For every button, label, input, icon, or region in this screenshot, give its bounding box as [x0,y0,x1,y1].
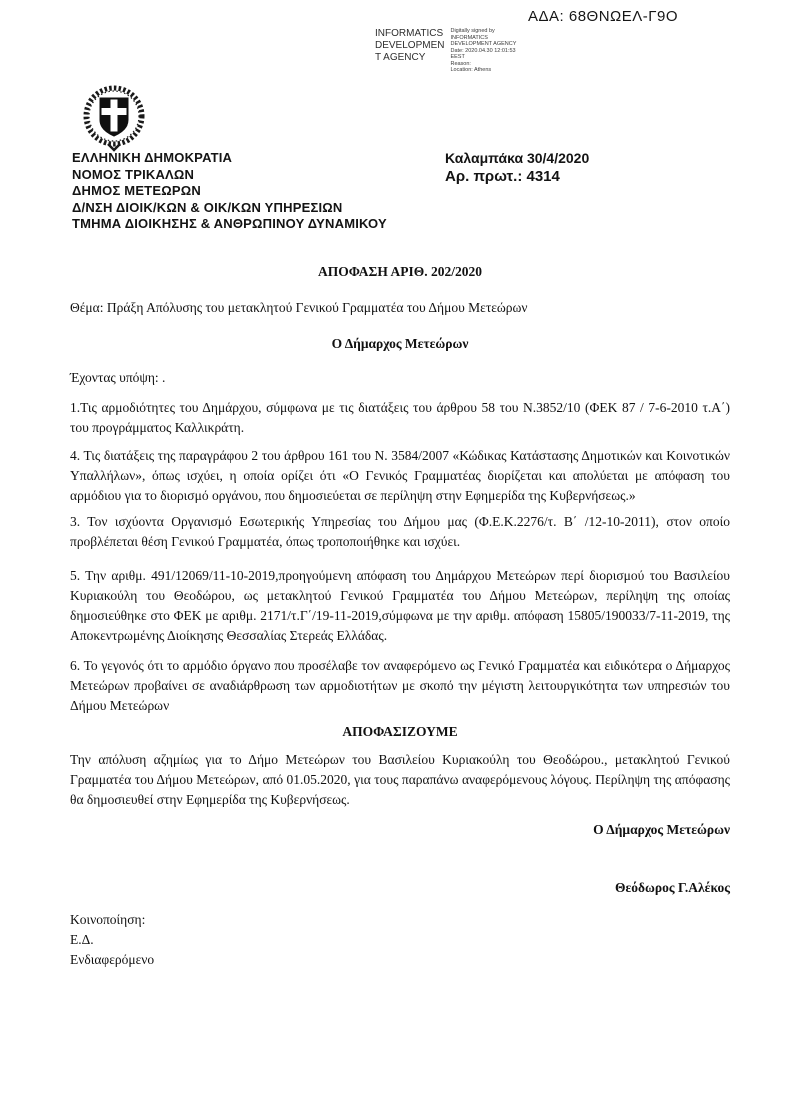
signature-name: Θεόδωρος Γ.Αλέκος [615,880,730,895]
header-right-block [445,150,589,186]
notification-line-ed: Ε.Δ. [70,932,94,947]
stamp-agency-line: DEVELOPMEN [375,40,445,51]
subject-line: Θέμα: Πράξη Απόλυσης του μετακλητού Γενικού Γραμματέα του Δήμου Μετεώρων [70,300,528,315]
stamp-agency-line: INFORMATICS [375,28,444,39]
letterhead-line-directorate: Δ/ΝΣΗ ΔΙΟΙΚ/ΚΩΝ & ΟΙΚ/ΚΩΝ ΥΠΗΡΕΣΙΩΝ [72,199,343,215]
stamp-detail-line: DEVELOPMENT AGENCY [450,41,517,47]
stamp-detail-line: Reason: [450,60,471,67]
decision-title: ΑΠΟΦΑΣΗ ΑΡΙΘ. 202/2020 [318,264,482,279]
letterhead-line-prefecture: ΝΟΜΟΣ ΤΡΙΚΑΛΩΝ [72,166,195,182]
consideration-item-6: 6. Το γεγονός ότι το αρμόδιο όργανο που προσέλαβε τον αναφερόμενο ως Γενικό Γραμματέα και ειδικότερα ο Δήμαρχος Μετεώρων προβαίνει σε αναδιάρθρωση των αρμοδιοτήτων με σκοπό την μέγιστη λειτουργικότητα των υπηρεσιών του Δήμου Μετεώρων [70,658,730,713]
digital-signature-stamp [375,28,516,74]
consideration-item-3: 3. Τον ισχύοντα Οργανισμό Εσωτερικής Υπηρεσίας του Δήμου μας (Φ.Ε.Κ.2276/τ. Β΄ /12-10-2011), στον οποίο προβλέπεται θέση Γενικού Γραμματέα, όπως τροποποιήθηκε και ισχύει. [70,514,730,549]
letterhead-block [72,150,387,233]
decision-heading: ΑΠΟΦΑΣΙΖΟΥΜΕ [342,724,458,739]
consideration-item-1: 1.Τις αρμοδιότητες του Δημάρχου, σύμφωνα με τις διατάξεις του άρθρου 58 του Ν.3852/10 (ΦΕΚ 87 / 7-6-2010 τ.Α΄) του προγράμματος Καλλικράτη. [70,400,730,435]
document-body [70,262,730,970]
stamp-agency-name [375,28,444,74]
notification-line-interested: Ενδιαφερόμενο [70,952,155,967]
stamp-detail-line: EEST [450,54,465,60]
consideration-item-5: 5. Την αριθμ. 491/12069/11-10-2019,προηγούμενη απόφαση του Δημάρχου Μετεώρων περί διορισμού του Βασιλείου Κυριακούλη του Θεοδώρου, ως μετακλητού Γενικού Γραμματέα του Δήμου Μετεώρων, περίληψη της οποίας δημοσιεύθηκε στο ΦΕΚ με αριθμ. 2171/τ.Γ΄/19-11-2019,σύμφωνα με την αριθμ. απόφαση 15805/190033/7-11-2019, της Αποκεντρωμένης Διοίκησης Θεσσαλίας Στερεάς Ελλάδας. [70,568,730,643]
place-date: Καλαμπάκα 30/4/2020 [445,150,590,166]
notification-block [70,910,730,970]
stamp-detail-line: Digitally signed by [450,28,495,34]
ada-code: ΑΔΑ: 68ΘΝΩΕΛ-Γ9Ο [528,8,679,25]
preamble-line: Έχοντας υπόψη: . [70,370,166,385]
stamp-detail-line: Location: Athens [450,67,492,73]
stamp-agency-line: T AGENCY [375,52,426,63]
stamp-detail-line: Date: 2020.04.30 12:01:53 [450,47,516,54]
letterhead-line-municipality: ΔΗΜΟΣ ΜΕΤΕΩΡΩΝ [72,183,201,198]
stamp-signature-details [450,28,516,74]
issuer-heading: Ο Δήμαρχος Μετεώρων [331,336,469,351]
letterhead-line-department: ΤΜΗΜΑ ΔΙΟΙΚΗΣΗΣ & ΑΝΘΡΩΠΙΝΟΥ ΔΥΝΑΜΙΚΟΥ [72,216,387,231]
notification-label: Κοινοποίηση: [70,912,146,927]
stamp-detail-line: INFORMATICS [450,34,488,41]
decision-text: Την απόλυση αζημίως για το Δήμο Μετεώρων του Βασιλείου Κυριακούλη του Θεοδώρου., μετακλητού Γενικού Γραμματέα του Δήμου Μετεώρων, από 01.05.2020, για τους παραπάνω αναφερόμενους λόγους. Περίληψη της απόφασης θα δημοσιευθεί στην Εφημερίδα της Κυβερνήσεως. [70,752,730,807]
letterhead-line-republic: ΕΛΛΗΝΙΚΗ ΔΗΜΟΚΡΑΤΙΑ [72,150,233,165]
consideration-item-4: 4. Τις διατάξεις της παραγράφου 2 του άρθρου 161 του Ν. 3584/2007 «Κώδικας Κατάστασης Δημοτικών και Κοινοτικών Υπαλλήλων», όπως ισχύει, η οποία ορίζει ότι «Ο Γενικός Γραμματέας διορίζεται και απολύεται με απόφαση του αρμόδιου για το διορισμό οργάνου, που δημοσιεύεται σε περίληψη στην Εφημερίδα της Κυβερνήσεως.» [70,448,730,503]
protocol-number: Αρ. πρωτ.: 4314 [445,168,560,185]
signature-title: Ο Δήμαρχος Μετεώρων [593,822,730,837]
